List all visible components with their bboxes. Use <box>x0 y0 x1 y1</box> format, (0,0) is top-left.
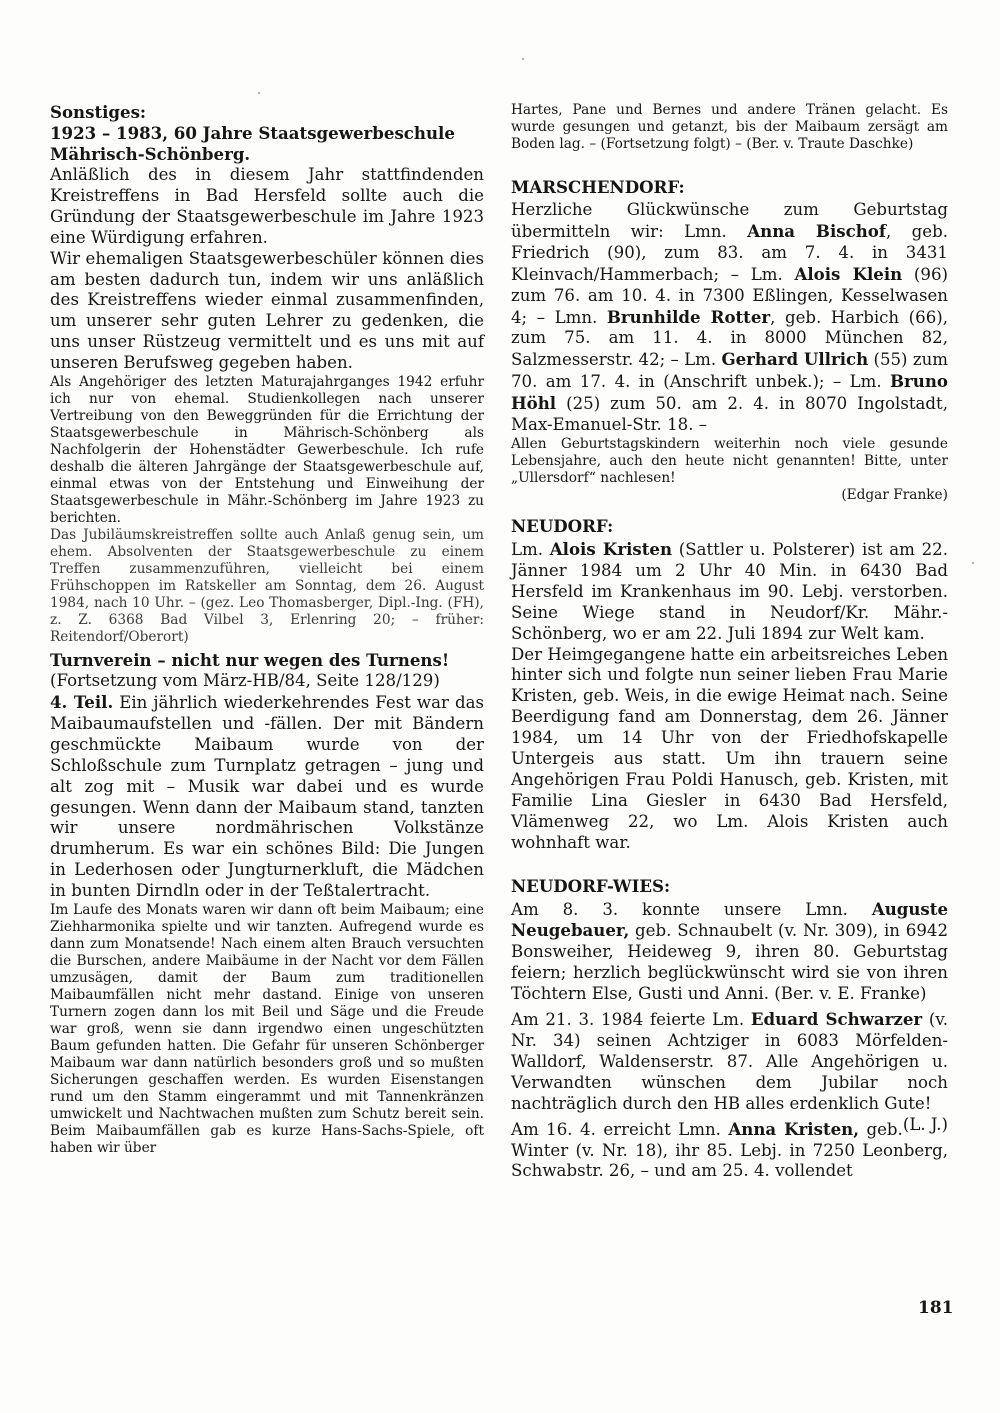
section-label: Sonstiges: <box>50 102 147 122</box>
right-column <box>511 102 948 1182</box>
article-paragraph: Anläßlich des in diesem Jahr stattfindenden Kreistreffens in Bad Hersfeld sollte auch die Gründung der Staatsgewerbeschule im Jahre 1923 eine Würdigung erfahren. <box>50 165 484 247</box>
signature: (L. J.) <box>902 1114 948 1134</box>
left-column <box>50 102 484 1157</box>
signature: (Edgar Franke) <box>841 486 948 503</box>
text: Am 8. 3. konnte unsere Lmn. <box>511 899 872 919</box>
person-name: Auguste Neugebauer, <box>511 898 948 941</box>
article-paragraph: Im Laufe des Monats waren wir dann oft beim Maibaum; eine Ziehharmonika spielte und wir tanzten. Aufregend wurde es dann zum Monatsende! Nach einem alten Brauch versuchten die Burschen, andere Maibäume in der Nacht vor dem Fällen umzusägen, damit der Baum zum traditionellen Maibaumfällen nicht mehr dastand. Einige von unseren Turnern zogen dann los mit Beil und Säge und die Freude war groß, wenn sie dann irgendwo einen ungeschützten Baum gefunden hatten. Die Gefahr für unseren Schönberger Maibaum war dann natürlich besonders groß und so mußten Sicherungen geschaffen werden. Es wurden Eisenstangen rund um den Stamm eingerammt und mit Tannenkränzen umwickelt und Nachtwachen mußten zum Schutz bereit sein. Beim Maibaumfällen gab es kurze Hans-Sachs-Spiele, oft haben wir über <box>50 902 484 1157</box>
article-title-line-1: 1923 – 1983, 60 Jahre Staatsgewerbeschule <box>50 123 455 143</box>
birthday-entry <box>511 1119 948 1183</box>
heading-neudorf: NEUDORF: <box>511 515 614 536</box>
person-name: Brunhilde Rotter <box>606 306 771 327</box>
article-title-line-2: Mährisch-Schönberg. <box>50 144 251 164</box>
text: , geb. Friedrich (90), zum 83. am 7. 4. in 3431 Kleinvach/Hammerbach; – Lm. <box>511 221 948 284</box>
article-paragraph: Als Angehöriger des letzten Maturajahrganges 1942 erfuhr ich nur von ehemal. Studienkollegen nach unserer Vertreibung von den Beweggründen für die Errichtung der Staatsgewerbeschule in Mährisch-Schönberg als Nachfolgerin der Hohenstädter Gewerbeschule. Ich rufe deshalb die älteren Jahrgänge der Staatsgewerbeschule auf, einmal etwas von der Entstehung und Einweihung der Staatsgewerbeschule in Mähr.-Schönberg im Jahre 1923 zu berichten. <box>50 374 484 527</box>
obituary-paragraph: Der Heimgegangene hatte ein arbeitsreiches Leben hinter sich und folgte nun seiner lieben Frau Marie Kristen, geb. Weis, in die ewige Heimat nach. Seine Beerdigung fand am Donnerstag, dem 26. Jänner 1984, um 14 Uhr von der Friedhofskapelle Untergeis aus statt. Um ihn trauern seine Angehörigen Frau Poldi Hanusch, geb. Kristen, mit Familie Lina Giesler in 6430 Bad Hersfeld, Vlämenweg 22, wo Lm. Alois Kristen auch wohnhaft war. <box>511 644 949 852</box>
heading-neudorf-wies: NEUDORF-WIES: <box>511 875 671 896</box>
article-continuation: Hartes, Pane und Bernes und andere Tränen gelacht. Es wurde gesungen und getanzt, bis der Maibaum zersägt am Boden lag. – (Fortsetzung folgt) – (Ber. v. Traute Daschke) <box>511 102 948 152</box>
birthday-note: Allen Geburtstagskindern weiterhin noch viele gesunde Lebensjahre, auch den heute nicht genannten! Bitte, unter „Ullersdorf“ nachlesen! <box>511 435 948 486</box>
text: Lm. <box>511 539 550 559</box>
obituary-paragraph <box>511 539 948 645</box>
part-label: 4. Teil. <box>50 691 114 712</box>
person-name: Alois Kristen <box>549 538 673 559</box>
text: geb. Schnaubelt (v. Nr. 309), in 6942 Bonsweiher, Heideweg 9, ihren 80. Geburtstag feiern; herzlich beglückwünscht wird sie von ihren Töchtern Else, Gusti und Anni. (Ber. v. E. Franke) <box>511 921 948 1004</box>
text: Herzliche Glückwünsche zum Geburtstag übermitteln wir: Lmn. <box>511 200 948 241</box>
article-paragraph <box>50 692 484 902</box>
article-subtitle: (Fortsetzung vom März-HB/84, Seite 128/129) <box>50 671 440 691</box>
birthday-list <box>511 200 948 436</box>
page-number: 181 <box>918 1298 954 1318</box>
text: Am 21. 3. 1984 feierte Lm. <box>511 1010 751 1030</box>
article-paragraph: Wir ehemaligen Staatsgewerbeschüler können dies am besten dadurch tun, indem wir uns anläßlich des Kreistreffens wieder einmal zusammenfinden, um unserer sehr guten Lehrer zu gedenken, die uns unser Rüstzeug vermittelt und es uns mit auf unseren Berufsweg gegeben haben. <box>50 248 484 373</box>
person-name: Eduard Schwarzer <box>750 1009 923 1030</box>
article-title: Turnverein – nicht nur wegen des Turnens! <box>50 650 450 671</box>
paragraph-text: Ein jährlich wiederkehrendes Fest war das Maibaumaufstellen und -fällen. Der mit Bändern geschmückte Maibaum wurde von der Schloßschule zum Turnplatz getragen – jung und alt zog mit – Musik war dabei und es wurde gesungen. Wenn dann der Maibaum stand, tanzten wir unsere nordmährischen Volkstänze drumherum. Es war ein schönes Bild: Die Jungen in Lederhosen oder Jungturnerkluft, die Mädchen in bunten Dirndln oder in der Teßtalertracht. <box>50 692 484 901</box>
person-name: Gerhard Ullrich <box>721 349 869 370</box>
birthday-entry <box>511 899 948 1006</box>
person-name: Anna Kristen, <box>728 1118 860 1139</box>
text: (v. Nr. 34) seinen Achtziger in 6083 Mörfelden-Walldorf, Waldenserstr. 87. Alle Angehörigen u. Verwandten wünschen dem Jubilar noch nachträglich durch den HB alles erdenklich Gute! <box>511 1010 949 1113</box>
article-paragraph: Das Jubiläumskreistreffen sollte auch Anlaß genug sein, um ehem. Absolventen der Staatsgewerbeschule zu einem Treffen zusammenzuführen, vielleicht bei einem Frühschoppen im Ratskeller am Sonntag, dem 26. August 1984, nach 10 Uhr. – (gez. Leo Thomasberger, Dipl.-Ing. (FH), z. Z. 6368 Bad Vilbel 3, Erlenring 20; – früher: Reitendorf/Oberort) <box>50 527 484 646</box>
text: Am 16. 4. erreicht Lmn. <box>511 1119 729 1139</box>
text: (Sattler u. Polsterer) ist am 22. Jänner 1984 um 2 Uhr 40 Min. in 6430 Bad Hersfeld im Krankenhaus im 90. Lebj. verstorben. Seine Wiege stand in Neudorf/Kr. Mähr.-Schönberg, wo er am 22. Juli 1894 zur Welt kam. <box>511 539 948 643</box>
text: , geb. Harbich (66), zum 75. am 11. 4. in 8000 München 82, Salzmesserstr. 42; – Lm. <box>511 307 949 370</box>
text: (25) zum 50. am 2. 4. in 8070 Ingolstadt, Max-Emanuel-Str. 18. – <box>511 394 948 435</box>
text: (96) zum 76. am 10. 4. in 7300 Eßlingen, Kesselwasen 4; – Lmn. <box>511 264 948 327</box>
person-name: Bruno Höhl <box>511 371 948 414</box>
heading-marschendorf: MARSCHENDORF: <box>511 177 685 197</box>
person-name: Alois Klein <box>794 263 903 284</box>
text: geb. Winter (v. Nr. 18), ihr 85. Lebj. in 7250 Leonberg, Schwabstr. 26, – und am 25. 4. vollendet <box>511 1119 948 1181</box>
person-name: Anna Bischof <box>747 220 886 241</box>
text: (55) zum 70. am 17. 4. in (Anschrift unbek.); – Lm. <box>511 350 948 392</box>
